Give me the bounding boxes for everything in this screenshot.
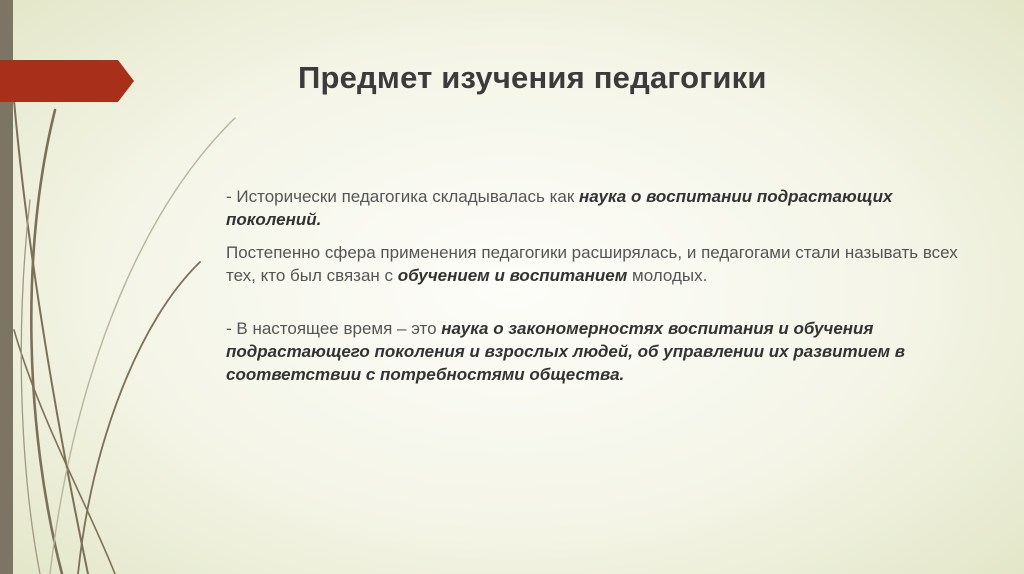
paragraph-history-text: - Исторически педагогика складывалась как xyxy=(226,187,580,206)
paragraph-history-emphasis: наука о воспитании подрастающих поколений. xyxy=(226,187,893,229)
grass-stroke-2 xyxy=(14,100,88,574)
title-ribbon-arrow xyxy=(0,60,134,102)
paragraph-expansion-text: Постепенно сфера применения педагогики расширялась, и педагогами стали называть всех тех, кто был связан с xyxy=(226,243,958,285)
paragraph-expansion-tail: молодых. xyxy=(627,266,708,285)
paragraph-expansion-emphasis: обучением и воспитанием xyxy=(397,266,628,285)
grass-stroke-4 xyxy=(78,262,200,574)
grass-stroke-1 xyxy=(31,110,62,574)
grass-stroke-5 xyxy=(14,330,115,574)
paragraph-history xyxy=(226,185,986,231)
paragraph-present-text: - В настоящее время – это xyxy=(226,319,442,338)
grass-stroke-6 xyxy=(21,200,40,574)
slide-body xyxy=(226,185,986,386)
paragraph-present xyxy=(226,317,986,386)
grass-stroke-3 xyxy=(50,118,235,574)
paragraph-present-emphasis: наука о закономерностях воспитания и обучения подрастающего поколения и взрослых людей, об управлении их развитием в соответствии с потребностями общества. xyxy=(226,319,906,384)
paragraph-expansion xyxy=(226,241,986,287)
slide-title: Предмет изучения педагогики xyxy=(298,60,767,95)
